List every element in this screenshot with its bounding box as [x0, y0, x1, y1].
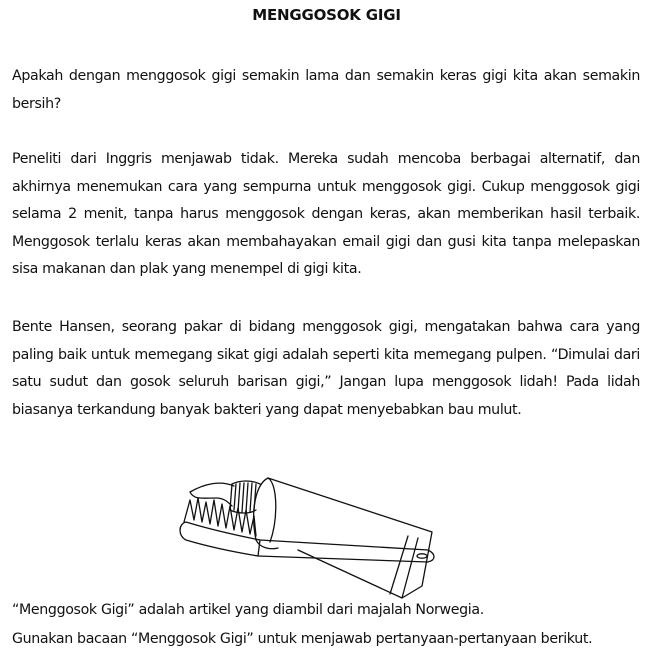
paragraph-expert-advice: Bente Hansen, seorang pakar di bidang menggosok gigi, mengatakan bahwa cara yang paling baik untuk memegang sikat gigi adalah seperti kita memegang pulpen. “Dimulai dari satu sudut dan gosok seluruh barisan gigi,” Jangan lupa menggosok lidah! Pada lidah biasanya terkandung banyak bakteri yang dapat menyebabkan bau mulut. [12, 319, 640, 418]
paragraph-research: Peneliti dari Inggris menjawab tidak. Mereka sudah mencoba berbagai alternatif, dan akhirnya menemukan cara yang sempurna untuk menggosok gigi. Cukup menggosok gigi selama 2 menit, tanpa harus menggosok dengan keras, akan memberikan hasil terbaik. Menggosok terlalu keras akan membahayakan email gigi dan gusi kita tanpa melepaskan sisa makanan dan plak yang menempel di gigi kita. [12, 151, 640, 277]
document-title: MENGGOSOK GIGI [252, 6, 401, 24]
source-note: “Menggosok Gigi” adalah artikel yang diambil dari majalah Norwegia. [12, 602, 484, 618]
instruction-note: Gunakan bacaan “Menggosok Gigi” untuk menjawab pertanyaan-pertanyaan berikut. [12, 631, 593, 647]
toothbrush-toothpaste-illustration [160, 470, 450, 600]
paragraph-question: Apakah dengan menggosok gigi semakin lama dan semakin keras gigi kita akan semakin bersih? [12, 68, 640, 112]
toothpaste-tube-icon [190, 478, 432, 598]
toothbrush-icon [180, 498, 434, 562]
